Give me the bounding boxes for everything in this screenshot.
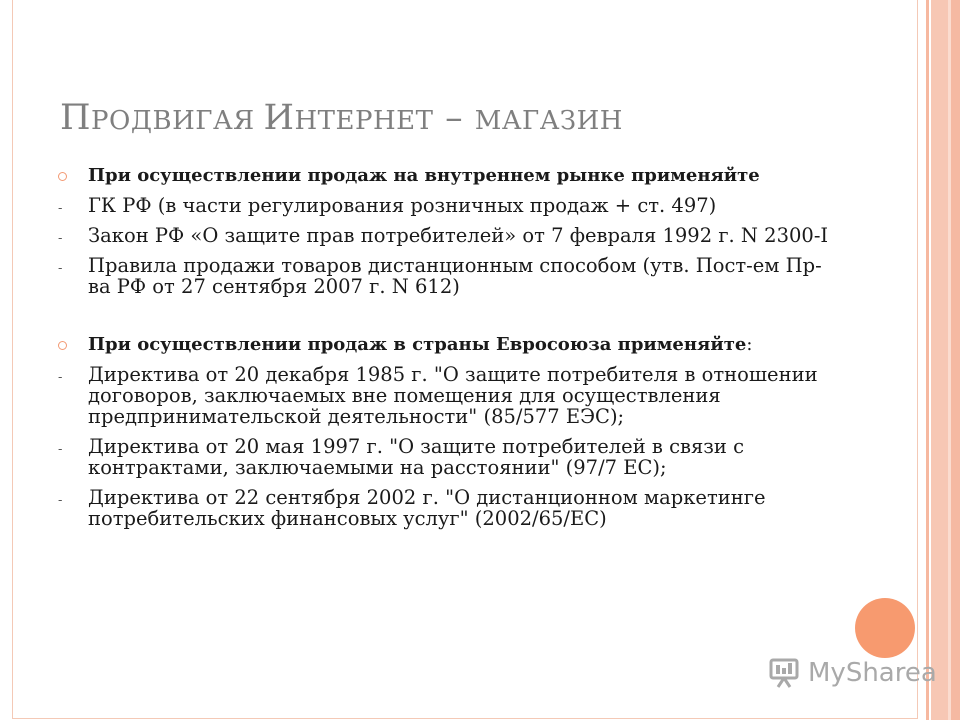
circle-bullet-icon — [58, 341, 67, 350]
title-part: РОДВИГАЯ — [91, 106, 264, 136]
item-text: Директива от 22 сентября 2002 г. "О дистанционном маркетинге потребительских финансовых услуг" (2002/65/ЕС) — [88, 486, 766, 530]
dash-bullet-icon: - — [58, 261, 63, 276]
heading-text: При осуществлении продаж в страны Евросоюза применяйте — [88, 334, 747, 355]
list-item — [56, 195, 836, 216]
list-item — [56, 364, 836, 427]
list-heading — [56, 166, 836, 186]
item-text: Правила продажи товаров дистанционным способом (утв. Пост-ем Пр-ва РФ от 27 сентября 2007 г. N 612) — [88, 254, 822, 298]
decorative-circle — [855, 598, 915, 658]
list-item — [56, 487, 836, 529]
list-item — [56, 436, 836, 478]
heading-suffix: : — [746, 334, 753, 355]
list-item — [56, 255, 836, 297]
title-part: МАГАЗИН — [474, 106, 623, 136]
dash-bullet-icon: - — [58, 201, 63, 216]
item-text: Закон РФ «О защите прав потребителей» от 7 февраля 1992 г. N 2300-I — [88, 224, 829, 247]
decorative-stripes — [918, 0, 960, 720]
list-heading — [56, 335, 836, 355]
item-text: Директива от 20 мая 1997 г. "О защите потребителей в связи с контрактами, заключаемыми на расстоянии" (97/7 ЕС); — [88, 435, 745, 479]
slide-content — [56, 166, 836, 529]
dash-bullet-icon: - — [58, 493, 63, 508]
watermark-logo[interactable] — [768, 656, 937, 690]
item-text: ГК РФ (в части регулирования розничных продаж + ст. 497) — [88, 194, 717, 217]
title-part: НТЕРНЕТ — [294, 106, 434, 136]
circle-bullet-icon — [58, 172, 67, 181]
presentation-board-icon — [768, 658, 802, 688]
title-part: – — [433, 98, 475, 138]
dash-bullet-icon: - — [58, 370, 63, 385]
list-item — [56, 225, 836, 246]
dash-bullet-icon: - — [58, 231, 63, 246]
watermark-text: MySharea — [808, 658, 937, 688]
dash-bullet-icon: - — [58, 442, 63, 457]
heading-text: При осуществлении продаж на внутреннем рынке применяйте — [88, 165, 760, 186]
slide-title — [60, 98, 900, 138]
title-part: И — [263, 98, 295, 138]
item-text: Директива от 20 декабря 1985 г. "О защите потребителя в отношении договоров, заключаемых вне помещения для осуществления предпринимательской деятельности" (85/577 ЕЭС); — [88, 363, 818, 428]
title-part: П — [60, 98, 92, 138]
